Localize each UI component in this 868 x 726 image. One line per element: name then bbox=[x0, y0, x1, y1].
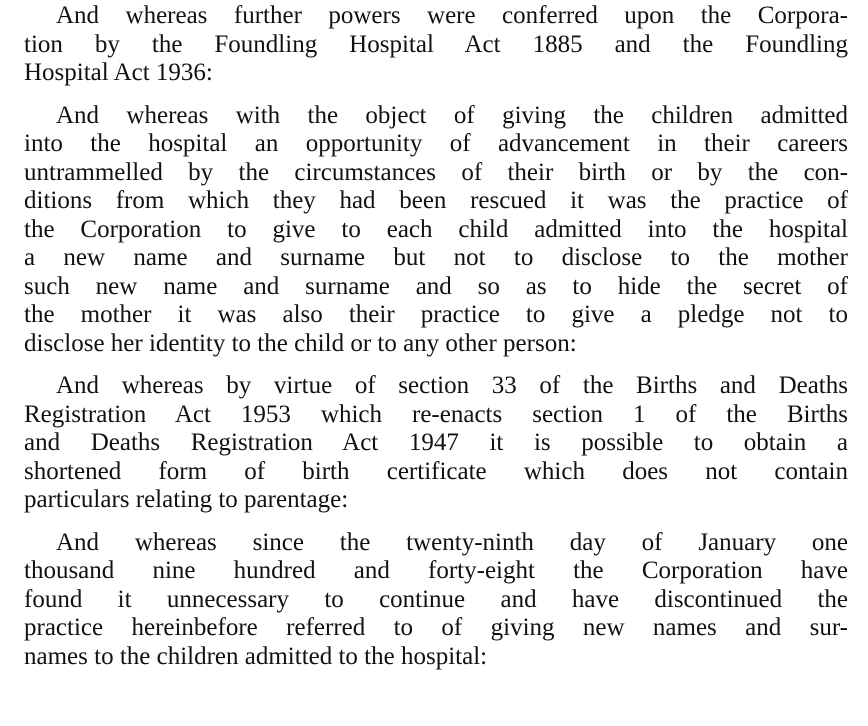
text-line: Hospital Act 1936: bbox=[24, 59, 213, 86]
paragraph-1 bbox=[24, 2, 848, 88]
text-line: disclose her identity to the child or to any other person: bbox=[24, 329, 577, 357]
text-line: shortened form of birth certificate which does not contain bbox=[24, 457, 848, 485]
document-page bbox=[24, 2, 848, 685]
text-line: untrammelled by the circumstances of their birth or by the con- bbox=[24, 158, 848, 186]
text-line: particulars relating to parentage: bbox=[24, 486, 349, 513]
text-line: the mother it was also their practice to give a pledge not to bbox=[24, 301, 848, 328]
text-line: Registration Act 1953 which re-enacts section 1 of the Births bbox=[24, 400, 848, 428]
text-line: ditions from which they had been rescued it was the practice of bbox=[24, 187, 848, 214]
text-line: the Corporation to give to each child admitted into the hospital bbox=[24, 215, 848, 243]
text-line: into the hospital an opportunity of advancement in their careers bbox=[24, 130, 848, 157]
paragraph-3 bbox=[24, 372, 848, 515]
paragraph-4 bbox=[24, 529, 848, 672]
text-line: And whereas by virtue of section 33 of the Births and Deaths bbox=[56, 372, 848, 399]
paragraph-2 bbox=[24, 102, 848, 359]
text-line: thousand nine hundred and forty-eight the Corporation have bbox=[24, 557, 848, 584]
text-line: And whereas with the object of giving the children admitted bbox=[56, 101, 848, 129]
text-line: and Deaths Registration Act 1947 it is possible to obtain a bbox=[24, 429, 848, 456]
text-line: a new name and surname but not to disclose to the mother bbox=[24, 244, 848, 271]
text-line: names to the children admitted to the hospital: bbox=[24, 642, 488, 670]
text-line: And whereas since the twenty-ninth day of January one bbox=[56, 528, 848, 556]
text-line: practice hereinbefore referred to of giving new names and sur- bbox=[24, 614, 848, 641]
text-line: such new name and surname and so as to hide the secret of bbox=[24, 272, 848, 300]
text-line: found it unnecessary to continue and have discontinued the bbox=[24, 585, 848, 613]
text-line: tion by the Foundling Hospital Act 1885 and the Foundling bbox=[24, 30, 848, 58]
text-line: And whereas further powers were conferred upon the Corpora- bbox=[56, 2, 848, 29]
